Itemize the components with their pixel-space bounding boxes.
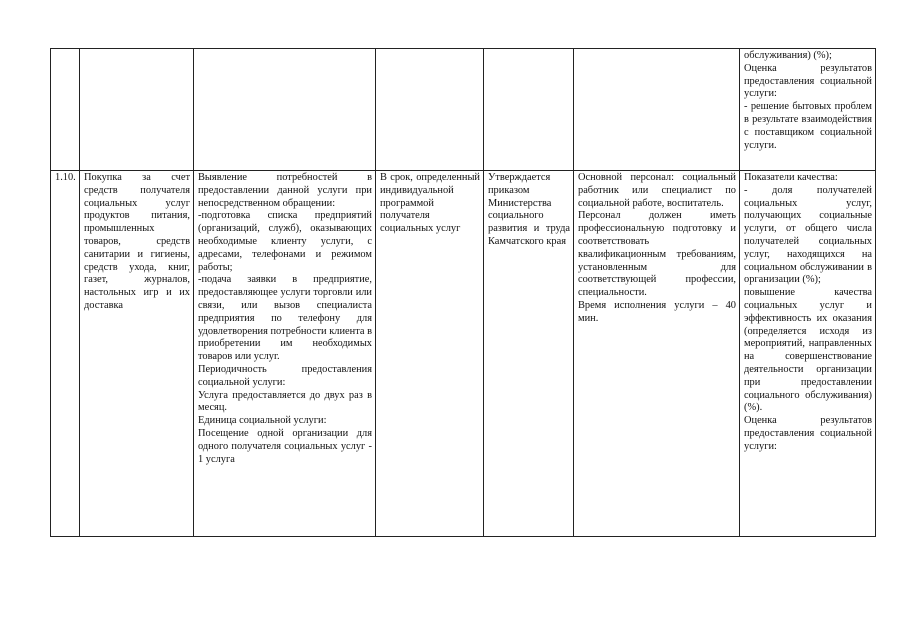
cell-approval: Утверждается приказом Министерства социального развития и труда Камчатского края (484, 171, 574, 537)
description-line: -подача заявки в предприятие, предоставляющее услуги торговли или связи, или вызов специалиста предприятия по телефону для удовлетворения потребности клиента в приобретении им необходимых товаров или услуг. (198, 274, 372, 363)
table-row (51, 171, 876, 537)
description-line: Услуга предоставляется до двух раз в месяц. (198, 389, 372, 414)
cell-number: 1.10. (51, 171, 80, 537)
quality-line: - доля получателей социальных услуг, получающих социальные услуги, от общего числа получателей социальных услуг, находящихся на социальном обслуживании в организации (%); (744, 184, 872, 286)
cell-conditions (574, 49, 740, 171)
conditions-line: Персонал должен иметь профессиональную подготовку и соответствовать квалификационным требованиям, установленным для соответствующей профессии, специальности. (578, 210, 736, 299)
cell-quality (740, 171, 876, 537)
quality-line: Оценка результатов предоставления социальной услуги: (744, 415, 872, 452)
cell-term (376, 49, 484, 171)
description-line: Посещение одной организации для одного получателя социальных услуг - 1 услуга (198, 427, 372, 465)
cell-term: В срок, определенный индивидуальной программой получателя социальных услуг (376, 171, 484, 537)
quality-text-line: Оценка результатов предоставления социальной услуги: (744, 62, 872, 100)
conditions-line: Основной персонал: социальный работник или специалист по социальной работе, воспитатель. (578, 172, 736, 209)
cell-service-name (80, 49, 194, 171)
description-line: Выявление потребностей в предоставлении данной услуги при непосредственном обращении: (198, 172, 372, 209)
cell-conditions (574, 171, 740, 537)
cell-approval (484, 49, 574, 171)
quality-line: повышение качества социальных услуг и эффективность их оказания (определяется исходя из мероприятий, направленных на совершенствование деятельности организации при предоставлении социального обслуживания) (%). (744, 287, 872, 414)
cell-description (194, 49, 376, 171)
table-row (51, 49, 876, 171)
cell-quality (740, 49, 876, 171)
quality-text-line: - решение бытовых проблем в результате взаимодействия с поставщиком социальной услуги. (744, 101, 872, 151)
description-line: Единица социальной услуги: (198, 415, 327, 427)
description-line: Периодичность предоставления социальной услуги: (198, 363, 372, 388)
cell-service-name: Покупка за счет средств получателя социальных услуг продуктов питания, промышленных товаров, средств санитарии и гигиены, средств ухода, книг, газет, журналов, настольных игр и их доставка (80, 171, 194, 537)
quality-text-line: обслуживания) (%); (744, 50, 832, 61)
description-line: -подготовка списка предприятий (организаций, служб), оказывающих необходимые клиенту услуги, с адресами, телефонами и режимом работы; (198, 210, 372, 273)
service-standards-table (50, 48, 876, 537)
cell-number (51, 49, 80, 171)
conditions-line: Время исполнения услуги – 40 мин. (578, 299, 736, 324)
quality-line: Показатели качества: (744, 172, 838, 183)
cell-description (194, 171, 376, 537)
